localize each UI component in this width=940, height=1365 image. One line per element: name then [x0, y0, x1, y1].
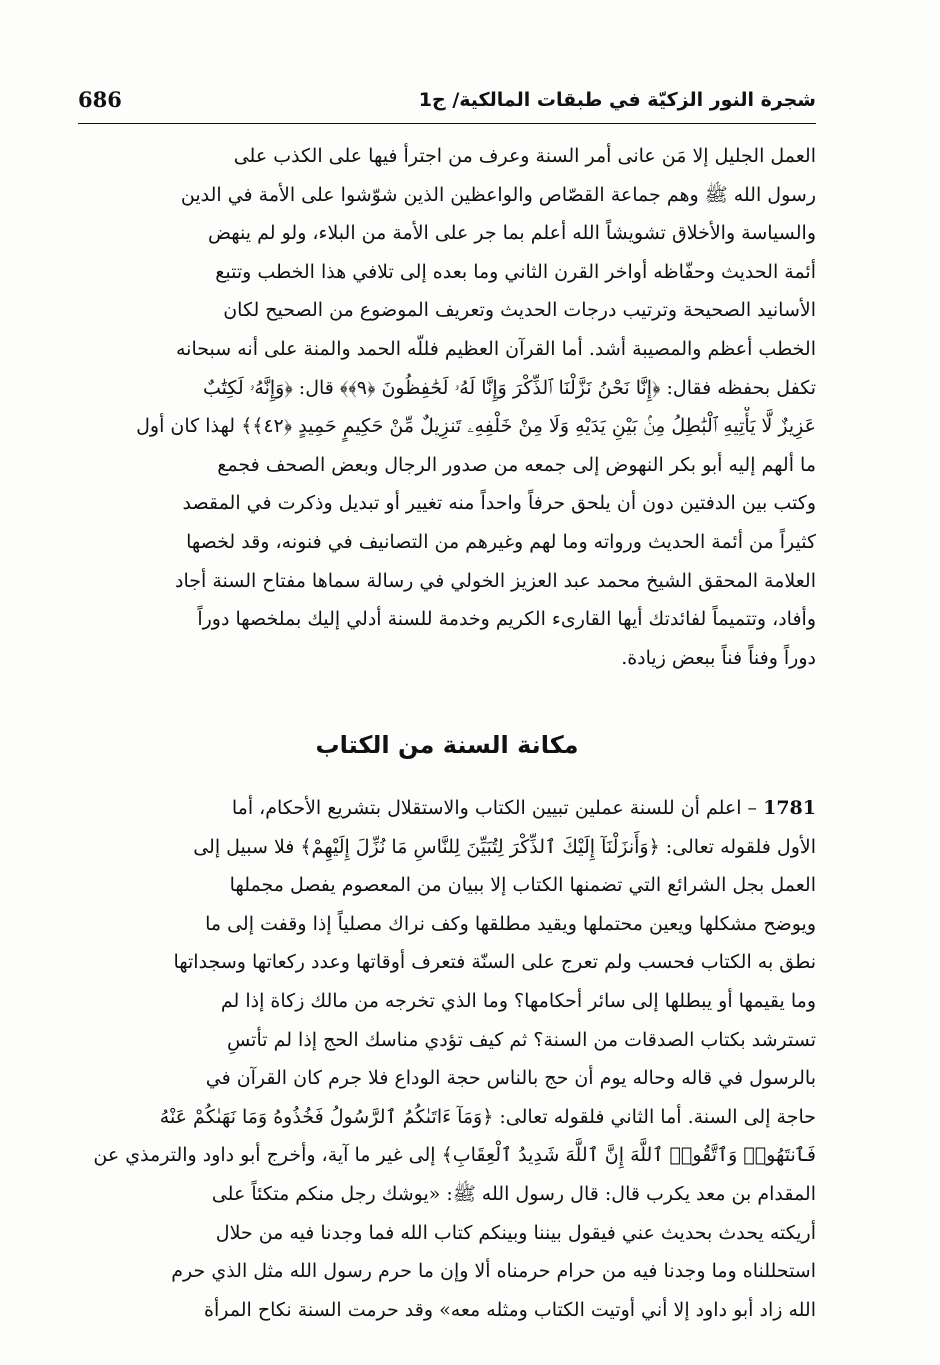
text-line: المقدام بن معد يكرب قال: قال رسول الله ﷺ: «يوشك رجل منكم متكئاً على: [211, 1182, 816, 1205]
text-line: الخطب أعظم والمصيبة أشد. أما القرآن العظيم فللّه الحمد والمنة على أنه سبحانه: [176, 337, 816, 360]
text-line-first: [78, 789, 816, 828]
text-line: رسول الله ﷺ وهم جماعة القصّاص والواعظين الذين شوّشوا على الأمة في الدين: [180, 183, 816, 206]
text-line: عَزِيزٌ لَّا يَأْتِيهِ ٱلْبَٰطِلُ مِنۢ بَيْنِ يَدَيْهِ وَلَا مِنْ خَلْفِهِۦ تَنزِيلٌ مِّنْ حَكِيمٍ حَمِيدٍ ﴿٤٢﴾﴾ لهذا كان أول: [136, 415, 816, 438]
header-divider: [78, 123, 816, 124]
text-line: دوراً وفناً فناً ببعض زيادة.: [621, 646, 816, 669]
text-line: ويوضح مشكلها ويعين محتملها ويقيد مطلقها وكف نراك مصلياً إذا وقفت إلى ما: [205, 912, 816, 935]
text-line: تسترشد بكتاب الصدقات من السنة؟ ثم كيف تؤدي مناسك الحج إذا لم تأتسِ: [226, 1028, 816, 1051]
section-heading: مكانة السنة من الكتاب: [315, 731, 579, 759]
text-line: نطق به الكتاب فحسب ولم تعرج على السنّة فتعرف أوقاتها وعدد ركعاتها وسجداتها: [173, 951, 816, 974]
text-line: الأول فلقوله تعالى: ﴿وَأَنزَلْنَآ إِلَيْكَ ٱلذِّكْرَ لِتُبَيِّنَ لِلنَّاسِ مَا نُزِّلَ إِلَيْهِمْ﴾ فلا سبيل إلى: [193, 835, 816, 858]
text-line: وكتب بين الدفتين دون أن يلحق حرفاً واحداً منه تغيير أو تبديل وذكرت في المقصد: [182, 492, 816, 515]
running-header: [78, 86, 816, 122]
text-line: والسياسة والأخلاق تشويشاً الله أعلم بما جر على الأمة من البلاء، ولو لم ينهض: [208, 222, 816, 245]
text-line: – اعلم أن للسنة عملين تبيين الكتاب والاستقلال بتشريع الأحكام، أما: [231, 797, 758, 819]
text-line: أريكته يحدث بحديث عني فيقول بيننا وبينكم كتاب الله فما وجدنا فيه من حلال: [215, 1221, 816, 1244]
text-line: العمل بجل الشرائع التي تضمنها الكتاب إلا ببيان من المعصوم يفصل مجملها: [229, 874, 816, 897]
text-line: وأفاد، وتتميماً لفائدتك أيها القارىء الكريم وخدمة للسنة أدلي إليك بملخصها دوراً: [197, 608, 816, 631]
page-number: 686: [78, 87, 122, 112]
text-line: كثيراً من أئمة الحديث ورواته وما لهم وغيرهم من التصانيف في فنونه، وقد لخصها: [186, 530, 816, 553]
paragraph-number: 1781: [763, 797, 816, 819]
text-line: فَٱنتَهُوا۟ وَٱتَّقُوا۟ ٱللَّهَ إِنَّ ٱللَّهَ شَدِيدُ ٱلْعِقَابِ﴾ إلى غير ما آية، وأخرج أبو داود والترمذي عن: [93, 1144, 816, 1167]
text-line: أئمة الحديث وحفّاظه أواخر القرن الثاني وما بعده إلى تلافي هذا الخطب وتتبع: [215, 260, 816, 283]
text-line: تكفل بحفظه فقال: ﴿إِنَّا نَحْنُ نَزَّلْنَا ٱلذِّكْرَ وَإِنَّا لَهُۥ لَحَٰفِظُونَ ﴿٩﴾﴾ قال: ﴿وَإِنَّهُۥ لَكِتَٰبٌ: [202, 376, 816, 399]
text-line: العمل الجليل إلا مَن عانى أمر السنة وعرف من اجترأ فيها على الكذب على: [233, 145, 816, 167]
text-line: بالرسول في قاله وحاله يوم أن حج بالناس حجة الوداع فلا جرم كان القرآن في: [205, 1067, 816, 1090]
text-line: حاجة إلى السنة. أما الثاني فلقوله تعالى: ﴿وَمَآ ءَاتَىٰكُمُ ٱلرَّسُولُ فَخُذُوهُ وَمَا نَهَىٰكُمْ عَنْهُ: [159, 1105, 816, 1128]
paragraph-intro: [78, 137, 816, 677]
text-line: الله زاد أبو داود إلا أني أوتيت الكتاب ومثله معه» وقد حرمت السنة نكاح المرأة: [204, 1298, 816, 1321]
text-line: العلامة المحقق الشيخ محمد عبد العزيز الخولي في رسالة سماها مفتاح السنة أجاد: [175, 569, 816, 592]
text-line: استحللناه وما وجدنا فيه من حرام حرمناه ألا وإن ما حرم رسول الله مثل الذي حرم: [171, 1260, 816, 1283]
paragraph-1781: [78, 789, 816, 1329]
text-line: الأسانيد الصحيحة وترتيب درجات الحديث وتعريف الموضوع من الصحيح لكان: [223, 299, 816, 322]
text-line: ما ألهم إليه أبو بكر النهوض إلى جمعه من صدور الرجال وبعض الصحف فجمع: [217, 453, 816, 476]
running-header-title: شجرة النور الزكيّة في طبقات المالكية/ ج1: [418, 89, 816, 111]
text-line: وما يقيمها أو يبطلها إلى سائر أحكامها؟ وما الذي تخرجه من مالك زكاة إذا لم: [220, 989, 816, 1012]
